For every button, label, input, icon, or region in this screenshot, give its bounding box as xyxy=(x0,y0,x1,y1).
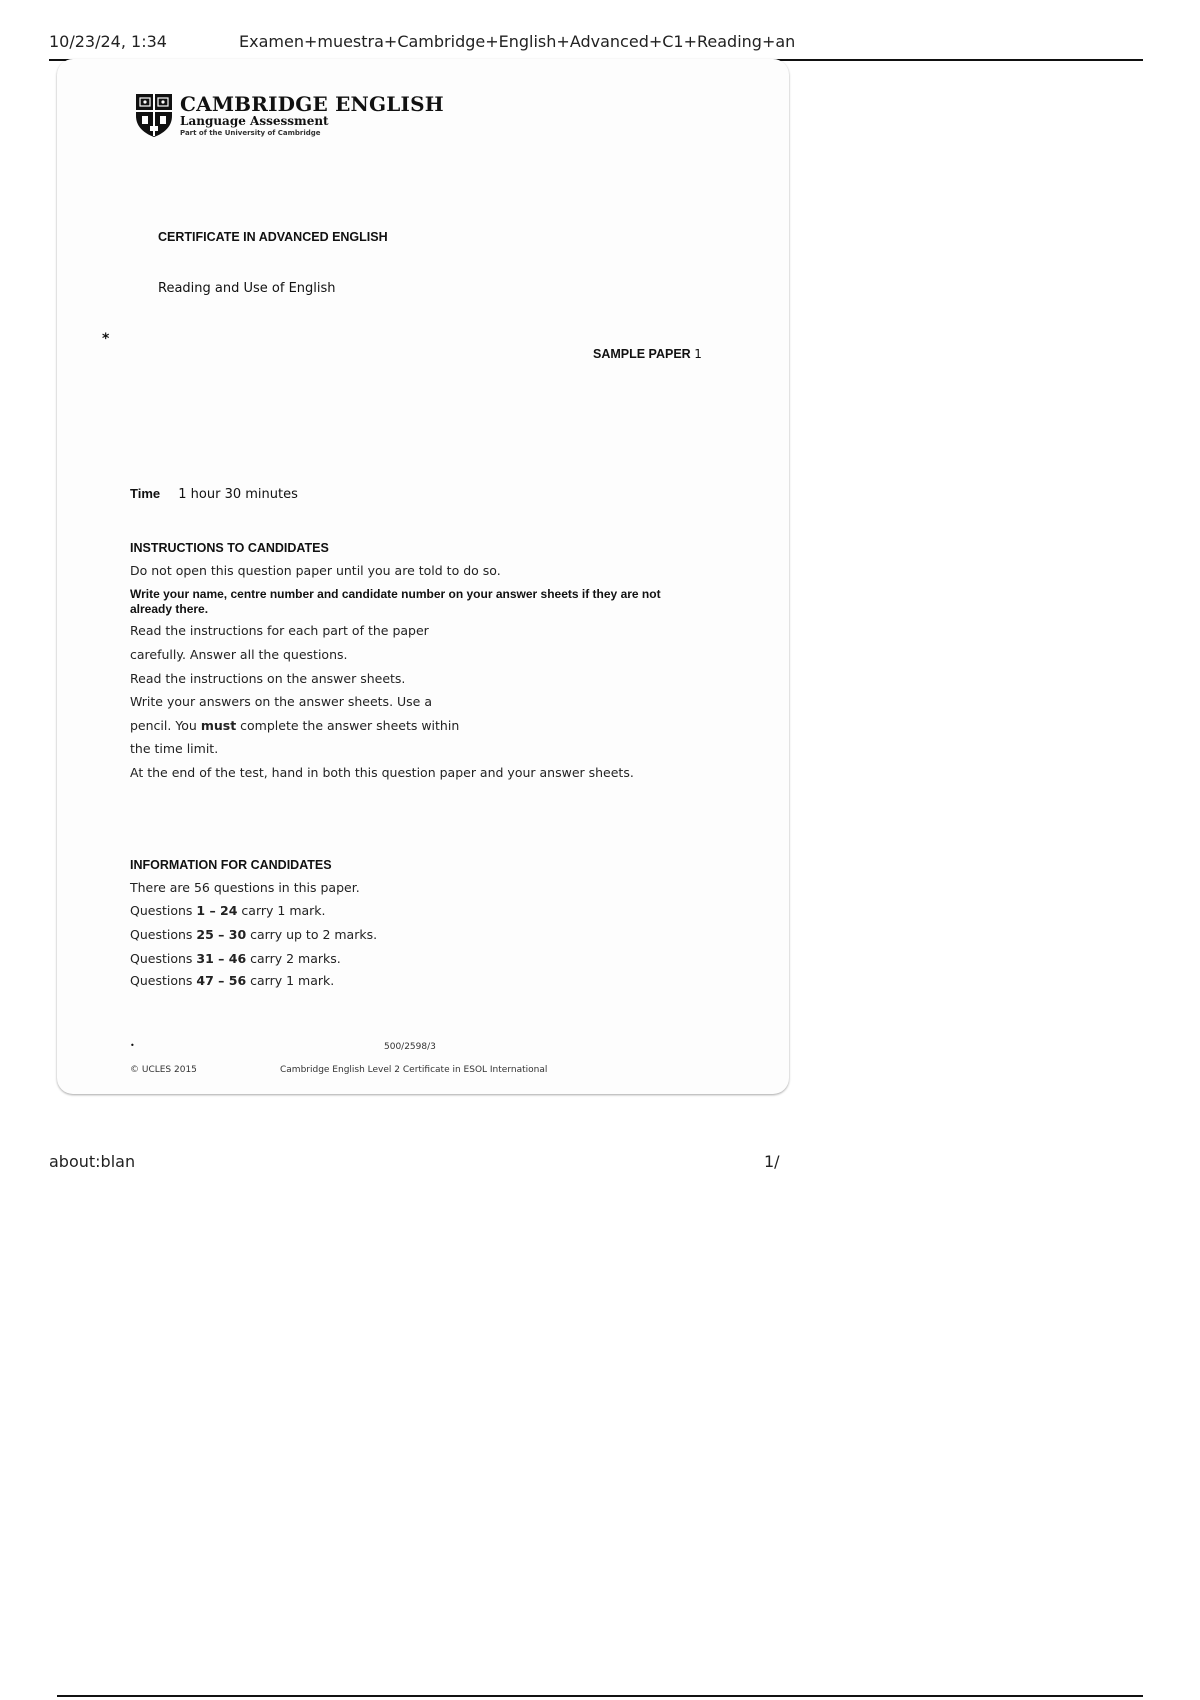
bottom-divider xyxy=(57,1695,1143,1697)
instruction-line: Read the instructions for each part of the paper xyxy=(130,623,429,638)
time-label: Time xyxy=(130,486,161,501)
copyright-notice: © UCLES 2015 xyxy=(130,1065,197,1075)
time-value: 1 hour 30 minutes xyxy=(178,487,298,502)
marks-text: carry 1 mark. xyxy=(246,973,335,988)
time-allowed xyxy=(130,486,298,502)
logo-tagline: Part of the University of Cambridge xyxy=(180,129,321,137)
sample-paper-number: 1 xyxy=(694,347,702,361)
questions-word: Questions xyxy=(130,973,193,988)
marks-row xyxy=(130,951,341,966)
instruction-line: Do not open this question paper until you are told to do so. xyxy=(130,563,501,578)
print-date: 10/23/24, 1:34 xyxy=(49,32,167,51)
question-range: 31 – 46 xyxy=(196,951,247,966)
question-range: 25 – 30 xyxy=(196,927,247,942)
marks-text: carry 2 marks. xyxy=(246,951,341,966)
marks-text: carry 1 mark. xyxy=(237,903,326,918)
instruction-line: carefully. Answer all the questions. xyxy=(130,647,348,662)
questions-word: Questions xyxy=(130,951,193,966)
information-line: There are 56 questions in this paper. xyxy=(130,880,360,895)
print-document-title: Examen+muestra+Cambridge+English+Advanced+C1+Reading+an xyxy=(239,32,796,51)
instruction-text: complete the answer sheets within xyxy=(236,718,460,733)
question-range: 47 – 56 xyxy=(196,973,247,988)
instructions-heading: INSTRUCTIONS TO CANDIDATES xyxy=(130,541,329,555)
questions-word: Questions xyxy=(130,903,193,918)
sample-paper-text: SAMPLE PAPER xyxy=(593,347,691,361)
marks-row xyxy=(130,927,377,942)
question-range: 1 – 24 xyxy=(196,903,238,918)
paper-name: Reading and Use of English xyxy=(158,281,336,296)
print-footer-url: about:blan xyxy=(49,1152,136,1171)
cambridge-shield-icon xyxy=(134,92,174,138)
print-header xyxy=(49,31,1143,61)
marks-row xyxy=(130,903,326,918)
instruction-line-bold: Write your name, centre number and candidate number on your answer sheets if they are not already there. xyxy=(130,587,661,616)
paper-code: 500/2598/3 xyxy=(384,1042,436,1052)
instruction-line xyxy=(130,718,459,733)
qualification-level: Cambridge English Level 2 Certificate in ESOL International xyxy=(280,1065,548,1075)
instruction-line: At the end of the test, hand in both this question paper and your answer sheets. xyxy=(130,765,634,780)
marks-row xyxy=(130,973,334,988)
marks-text: carry up to 2 marks. xyxy=(246,927,378,942)
footer-bullet: • xyxy=(130,1041,135,1050)
logo-subtitle: Language Assessment xyxy=(180,114,329,128)
sample-paper-label xyxy=(593,347,702,361)
exam-cover-sheet xyxy=(57,59,789,1094)
questions-word: Questions xyxy=(130,927,193,942)
instruction-emphasis: must xyxy=(200,718,237,733)
instruction-text: pencil. You xyxy=(130,718,201,733)
cambridge-english-logo xyxy=(134,92,444,142)
asterisk-mark: * xyxy=(102,331,110,347)
logo-brand-text: CAMBRIDGE ENGLISH xyxy=(180,92,444,116)
certificate-title: CERTIFICATE IN ADVANCED ENGLISH xyxy=(158,230,388,244)
print-footer-page: 1/ xyxy=(764,1152,780,1171)
instruction-line: the time limit. xyxy=(130,741,219,756)
information-heading: INFORMATION FOR CANDIDATES xyxy=(130,858,332,872)
instruction-line: Write your answers on the answer sheets. Use a xyxy=(130,694,433,709)
instruction-line: Read the instructions on the answer sheets. xyxy=(130,671,406,686)
